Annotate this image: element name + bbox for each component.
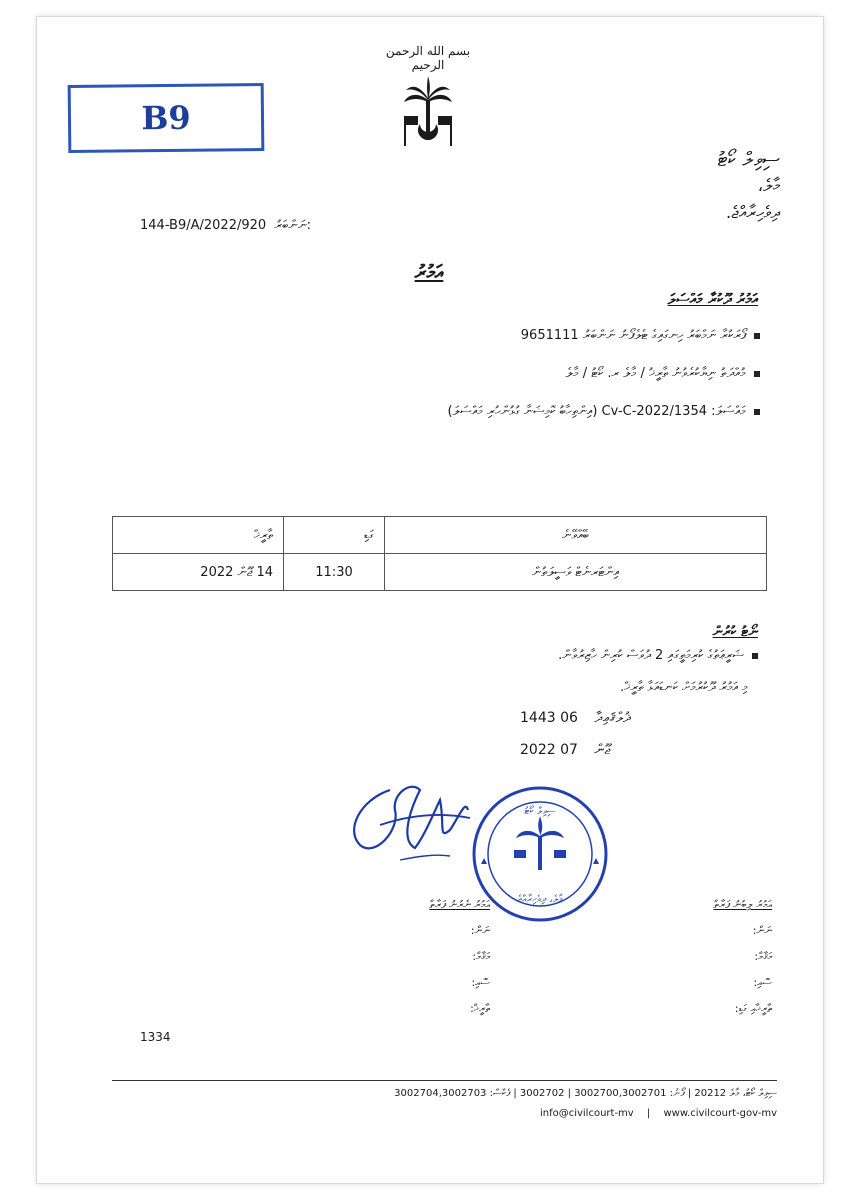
case-details-list: [120, 322, 760, 436]
signature-block-left: އަމުރު ނެރުނު ފަރާތް ނަން: މަޤާމް: ސޮއި: ތާރީޚް:: [429, 898, 490, 1015]
bullet-icon: [754, 409, 760, 415]
footer-divider: [112, 1080, 777, 1081]
national-emblem: [378, 44, 478, 164]
seal-bottom-text: މާލެ، ދިވެހިރާއްޖެ: [517, 894, 563, 905]
section-title: އަމުރު ދޫކުރާ މައްސަލަ: [667, 290, 758, 308]
emblem-icon: [398, 72, 458, 152]
footer-email[interactable]: info@civilcourt-mv: [539, 1108, 634, 1119]
footer-contact: info@civilcourt-mv | www.civilcourt-gov-mv: [539, 1108, 777, 1119]
cell-date: 14 ޖޫން 2022: [113, 554, 284, 591]
cell-venue: އިންޓަރނެޓް ވަސީލަތުން: [385, 554, 767, 591]
note-line-1: ޝަރީޢަތުގެ ކުރިމަތީގައި 2 ދުވަސް ކުރިން ހާޒިރުވާން.: [558, 648, 758, 663]
reference-line: [140, 218, 370, 233]
reference-number: 144-B9/A/2022/920: [140, 218, 267, 233]
table-row: [113, 554, 767, 591]
table-header-row: [113, 517, 767, 554]
seal-top-text: ސިވިލް ކޯޓު: [524, 806, 556, 817]
bismillah-text: بسم الله الرحمن الرحيم: [385, 44, 471, 72]
bullet-icon: [752, 653, 758, 659]
page-number: 1334: [140, 1030, 171, 1044]
footer-website[interactable]: www.civilcourt-gov-mv: [663, 1108, 777, 1119]
footer: [112, 1084, 777, 1124]
notes-title: ނޯޓު ކުރުން: [712, 624, 758, 640]
gregorian-date: 2022 ޖޫން 07: [520, 742, 611, 758]
header-date: ތާރީޚް: [113, 517, 284, 554]
note-line-2: މި އަމުރު ދޫކުރުމަށް ކަނޑައަޅާ ތާރީޚް.: [620, 680, 748, 695]
court-header: [717, 146, 780, 227]
b9-label: B9: [141, 98, 191, 138]
b9-stamp-box: [68, 83, 265, 153]
signature-icon: [340, 770, 480, 870]
footer-address: ސިވިލް ކޯޓު، މާލެ 20212 | ފޯނު: 3002700,3002701 | 3002702 | ފެކްސް: 3002704,3002703: [394, 1088, 777, 1099]
bullet-icon: [754, 371, 760, 377]
bullet-icon: [754, 333, 760, 339]
court-country: ދިވެހިރާއްޖެ.: [725, 203, 780, 223]
court-city: މާލެ،: [757, 176, 780, 196]
notice-title: އަމުރު: [414, 260, 444, 284]
hearing-table: [112, 516, 767, 591]
header-venue: ބޭއްވޭނެ: [385, 517, 767, 554]
hijri-date: 1443 ޛުލްޤަޢިދާ 06: [520, 710, 631, 726]
court-seal-icon: [470, 784, 610, 924]
signature-block-right: އަމުރު ލިބުނު ފަރާތް ނަން: މަޤާމް: ސޮއި: ތާރީޚާއި ގަޑި:: [713, 898, 772, 1015]
court-name: ސިވިލް ކޯޓު: [717, 147, 780, 171]
reference-label: ނަންބަރު:: [274, 218, 312, 233]
list-item: މައްސަލަ: 1354/Cv-C-2022 (އިންތިހާބު ކޮމިޝަނާ ގުޅުންހުރި މައްސަލަ): [120, 398, 760, 426]
header-time: ގަޑި: [284, 517, 385, 554]
cell-time: 11:30: [284, 554, 385, 591]
list-item: ފޯރަކުރާ ނަމްބަރު ހިނގައިގެ ޓެލެފޯނު ނަންބަރު 9651111: [120, 322, 760, 350]
list-item: މުއްދަތު ނިޔާކުރެވުނު ތާރީޚު / މާލެ ރ. ކޯޓު / މާލެ: [120, 360, 760, 388]
